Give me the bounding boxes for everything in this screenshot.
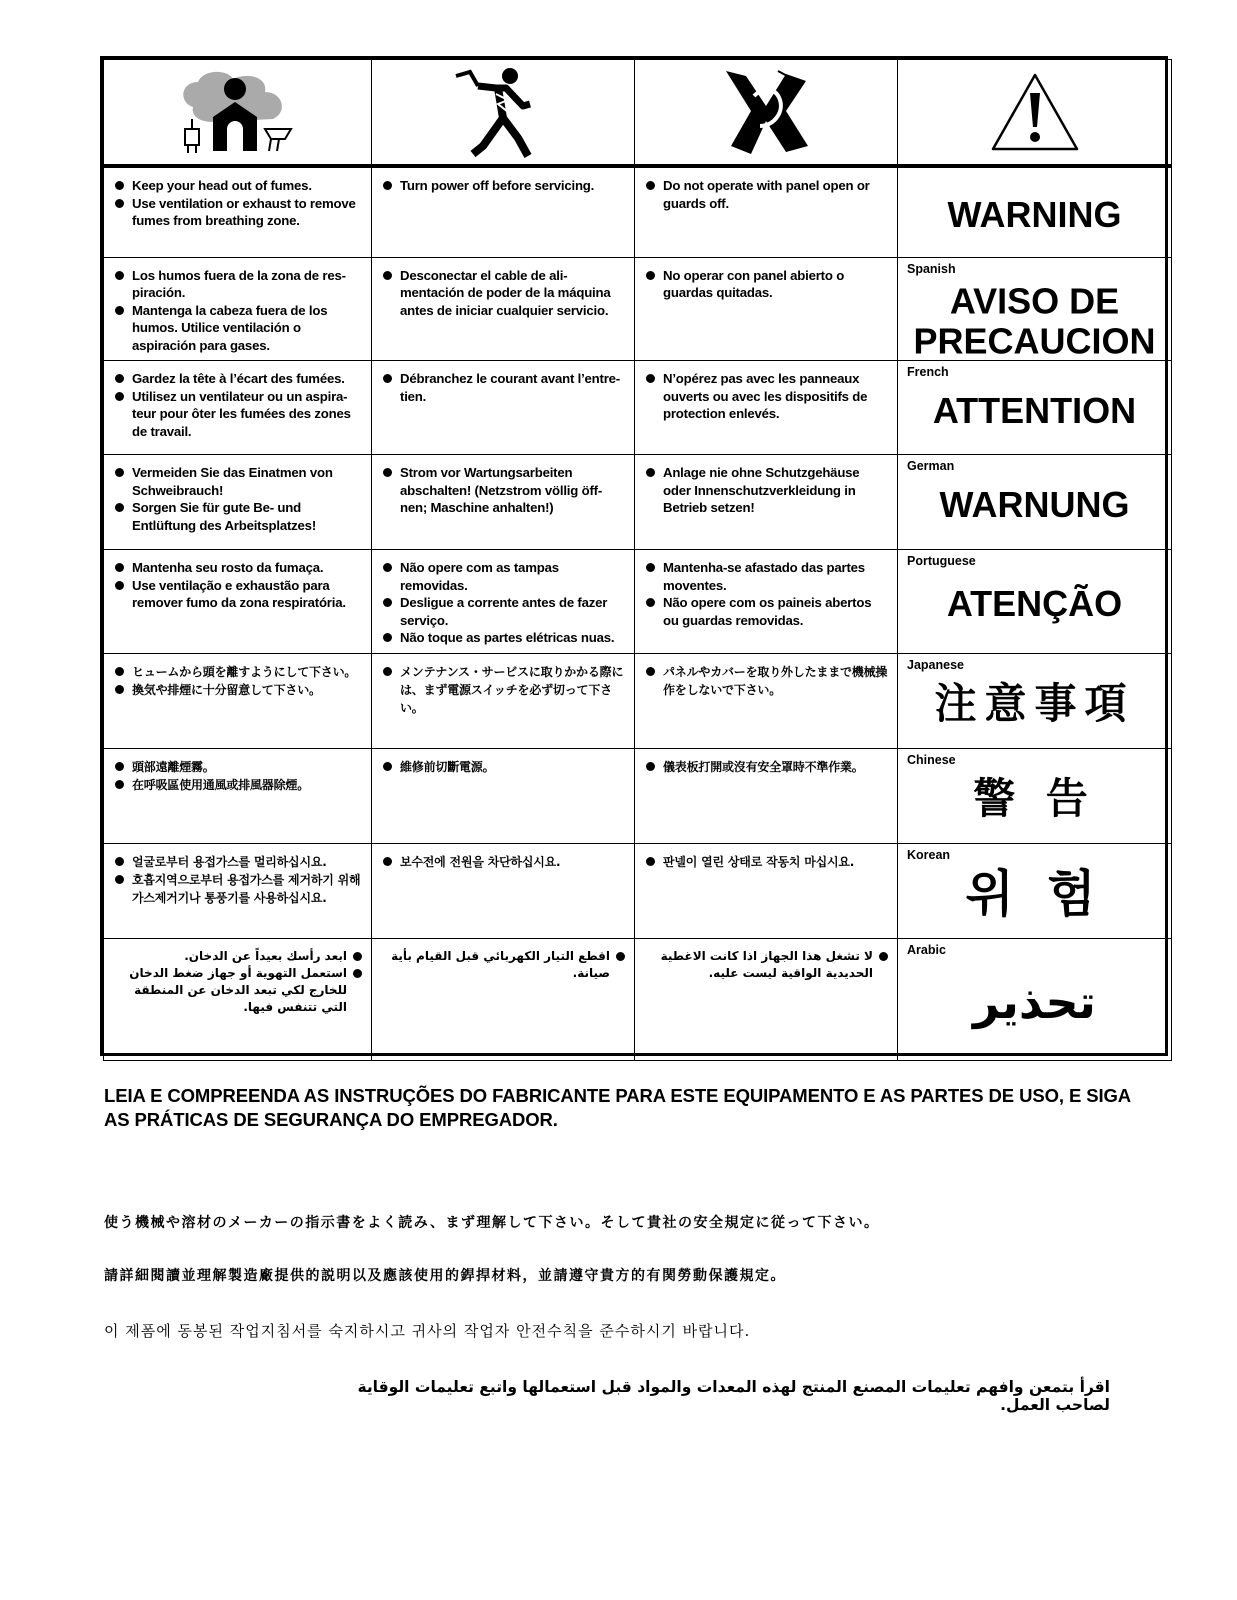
instruction-list [114,464,363,534]
instruction-cell [104,550,372,654]
instruction-item: Não toque as partes elétricas nuas. [382,629,626,647]
footer-japanese: 使う機械や溶材のメーカーの指示書をよく読み、まず理解して下さい。そして貴社の安全規定に従って下さい。 [104,1215,880,1231]
instruction-cell [372,938,635,1060]
instruction-cell [104,843,372,938]
instruction-list [382,853,626,871]
instruction-item: Gardez la tête à l’écart des fumées. [114,370,363,388]
instruction-item: 호흡지역으로부터 용접가스를 제거하기 위해 가스제거기나 통풍기를 사용하십시요. [114,871,363,907]
footer-arabic: اقرأ بتمعن وافهم تعليمات المصنع المنتج لهذه المعدات والمواد قبل استعمالها واتبع تعليمات الوقاية لصاحب العمل. [357,1378,1110,1414]
signal-word-cell [898,166,1172,257]
language-label: Spanish [907,261,956,276]
warning-row [104,843,1172,938]
instruction-cell [104,361,372,455]
signal-word-cell [898,361,1172,455]
warning-row [104,257,1172,361]
signal-word-cell [898,653,1172,748]
instruction-list [114,758,363,794]
language-label: Chinese [907,752,956,767]
instruction-item: Use ventilação e exhaustão para remover fumo da zona respiratória. [114,577,363,612]
signal-word-cell [898,748,1172,843]
instruction-list [114,663,363,699]
instruction-item: Não opere com os paineis abertos ou guardas removidas. [645,594,889,629]
language-label: Portuguese [907,554,976,568]
instruction-item: 換気や排煙に十分留意して下さい。 [114,681,363,699]
signal-word: تحذير [973,975,1096,1030]
instruction-list [114,948,363,1016]
instruction-item: Mantenha-se afastado das partes moventes. [645,559,889,594]
instruction-cell [372,748,635,843]
instruction-list [114,267,363,355]
instruction-cell [372,843,635,938]
instruction-cell [372,257,635,361]
language-label: Japanese [907,657,964,672]
warning-triangle-icon [989,71,1081,153]
instruction-cell [104,166,372,257]
signal-word-cell [898,843,1172,938]
instruction-list [645,177,889,212]
instruction-item: 維修前切斷電源。 [382,758,626,776]
warning-row [104,653,1172,748]
language-label: French [907,365,949,379]
signal-word: AVISO DE PRECAUCION [913,280,1156,362]
instruction-cell [104,455,372,550]
instruction-list [645,464,889,517]
instruction-item: Do not operate with panel open or guards off. [645,177,889,212]
instruction-item: 儀表板打開或沒有安全罩時不準作業。 [645,758,889,776]
instruction-item: Keep your head out of fumes. [114,177,363,195]
instruction-cell [635,843,898,938]
instruction-list [645,663,889,699]
warning-row [104,550,1172,654]
signal-word: 警 告 [973,773,1096,823]
instruction-cell [635,166,898,257]
instruction-item: لا تشغل هذا الجهاز اذا كانت الاغطية الحديدية الواقية ليست عليه. [645,948,889,982]
instruction-item: Desconectar el cable de ali-mentación de poder de la máquina antes de iniciar cualquier servicio. [382,267,626,320]
instruction-list [382,559,626,647]
signal-word: ATENÇÃO [946,583,1123,625]
instruction-item: ヒュームから頭を離すようにして下さい。 [114,663,363,681]
instruction-list [382,464,626,517]
instruction-list [114,853,363,907]
instruction-item: N’opérez pas avec les panneaux ouverts ou avec les dispositifs de protection enlevés. [645,370,889,423]
icon-cell-moving-parts [635,60,898,167]
instruction-list [114,177,363,230]
signal-word-cell [898,257,1172,361]
warning-table [103,59,1172,1061]
icon-cell-warning [898,60,1172,167]
instruction-cell [372,550,635,654]
language-label: Korean [907,847,951,862]
instruction-item: 在呼吸區使用通風或排風器除煙。 [114,776,363,794]
instruction-cell [372,361,635,455]
instruction-item: Use ventilation or exhaust to remove fumes from breathing zone. [114,195,363,230]
instruction-list [382,758,626,776]
instruction-item: パネルやカバーを取り外したままで機械操作をしないで下さい。 [645,663,889,699]
language-label: Arabic [907,942,946,957]
signal-word: WARNUNG [939,484,1130,526]
signal-word: 注意事項 [934,678,1135,728]
warning-row [104,166,1172,257]
instruction-cell [635,550,898,654]
instruction-item: 얼굴로부터 용접가스를 멀리하십시요. [114,853,363,871]
instruction-item: استعمل التهوية أو جهاز ضغط الدخان للخارج لكي تبعد الدخان عن المنطقة التي تتنفس فيها. [114,965,363,1016]
instruction-cell [635,748,898,843]
signal-word-cell [898,938,1172,1060]
signal-word: ATTENTION [932,389,1137,431]
instruction-cell [635,938,898,1060]
instruction-cell [635,653,898,748]
instruction-cell [635,257,898,361]
instruction-cell [372,455,635,550]
instruction-list [382,267,626,320]
signal-word: 위 험 [965,864,1104,923]
signal-word-cell [898,455,1172,550]
instruction-list [645,948,889,982]
language-label: German [907,459,955,473]
icon-cell-fumes [104,60,372,167]
icon-cell-shock [372,60,635,167]
instruction-list [645,758,889,776]
fumes-icon [173,67,303,157]
warning-row [104,455,1172,550]
moving-parts-icon [716,66,816,158]
warning-row [104,748,1172,843]
instruction-list [382,177,626,195]
instruction-item: Anlage nie ohne Schutzgehäuse oder Innenschutzverkleidung in Betrieb setzen! [645,464,889,517]
footer-korean: 이 제폼에 동봉된 작업지침서를 숙지하시고 귀사의 작업자 안전수칙을 준수하시기 바랍니다. [104,1322,751,1340]
instruction-item: Desligue a corrente antes de fazer serviço. [382,594,626,629]
instruction-list [645,370,889,423]
instruction-list [382,948,626,982]
instruction-item: Mantenga la cabeza fuera de los humos. Utilice ventilación o aspiración para gases. [114,302,363,355]
warning-row [104,361,1172,455]
instruction-item: No operar con panel abierto o guardas quitadas. [645,267,889,302]
signal-word-cell [898,550,1172,654]
instruction-list [645,559,889,629]
instruction-item: Vermeiden Sie das Einatmen von Schweibrauch! [114,464,363,499]
instruction-list [645,267,889,302]
instruction-cell [104,748,372,843]
instruction-item: Sorgen Sie für gute Be- und Entlüftung des Arbeitsplatzes! [114,499,363,534]
instruction-item: メンテナンス・サービスに取りかかる際には、まず電源スイッチを必ず切って下さい。 [382,663,626,717]
footer-portuguese: LEIA E COMPREENDA AS INSTRUÇÕES DO FABRICANTE PARA ESTE EQUIPAMENTO E AS PARTES DE USO, E SIGA AS PRÁTICAS DE SEGURANÇA DO EMPREGADOR. [104,1085,1131,1130]
instruction-item: Los humos fuera de la zona de res-piración. [114,267,363,302]
instruction-list [382,370,626,405]
instruction-cell [104,938,372,1060]
instruction-cell [635,455,898,550]
instruction-item: 판넬이 열린 상태로 작동치 마십시요. [645,853,889,871]
warning-row [104,938,1172,1060]
icon-row [104,60,1172,167]
instruction-list [645,853,889,871]
signal-word: WARNING [947,194,1122,236]
footer-chinese: 請詳細閱讀並理解製造廠提供的説明以及應該使用的銲捍材料，並請遵守貴方的有関勞動保護規定。 [104,1268,786,1284]
instruction-item: ابعد رأسك بعيداً عن الدخان. [114,948,363,965]
instruction-item: 보수전에 전원을 차단하십시요. [382,853,626,871]
instruction-item: Débranchez le courant avant l’entre-tien. [382,370,626,405]
instruction-item: Strom vor Wartungsarbeiten abschalten! (Netzstrom völlig öff-nen; Maschine anhalten!) [382,464,626,517]
instruction-list [114,370,363,440]
instruction-item: Utilisez un ventilateur ou un aspira-teur pour ôter les fumées des zones de travail. [114,388,363,441]
instruction-item: اقطع التيار الكهربائي قبل القيام بأية صيانة. [382,948,626,982]
instruction-list [114,559,363,612]
instruction-list [382,663,626,717]
instruction-item: 頭部遠離煙霧。 [114,758,363,776]
instruction-cell [104,653,372,748]
instruction-item: Não opere com as tampas removidas. [382,559,626,594]
electric-shock-icon [448,66,558,158]
warning-label-sheet [100,56,1168,1056]
instruction-item: Turn power off before servicing. [382,177,626,195]
instruction-item: Mantenha seu rosto da fumaça. [114,559,363,577]
instruction-cell [372,653,635,748]
instruction-cell [104,257,372,361]
instruction-cell [372,166,635,257]
instruction-cell [635,361,898,455]
